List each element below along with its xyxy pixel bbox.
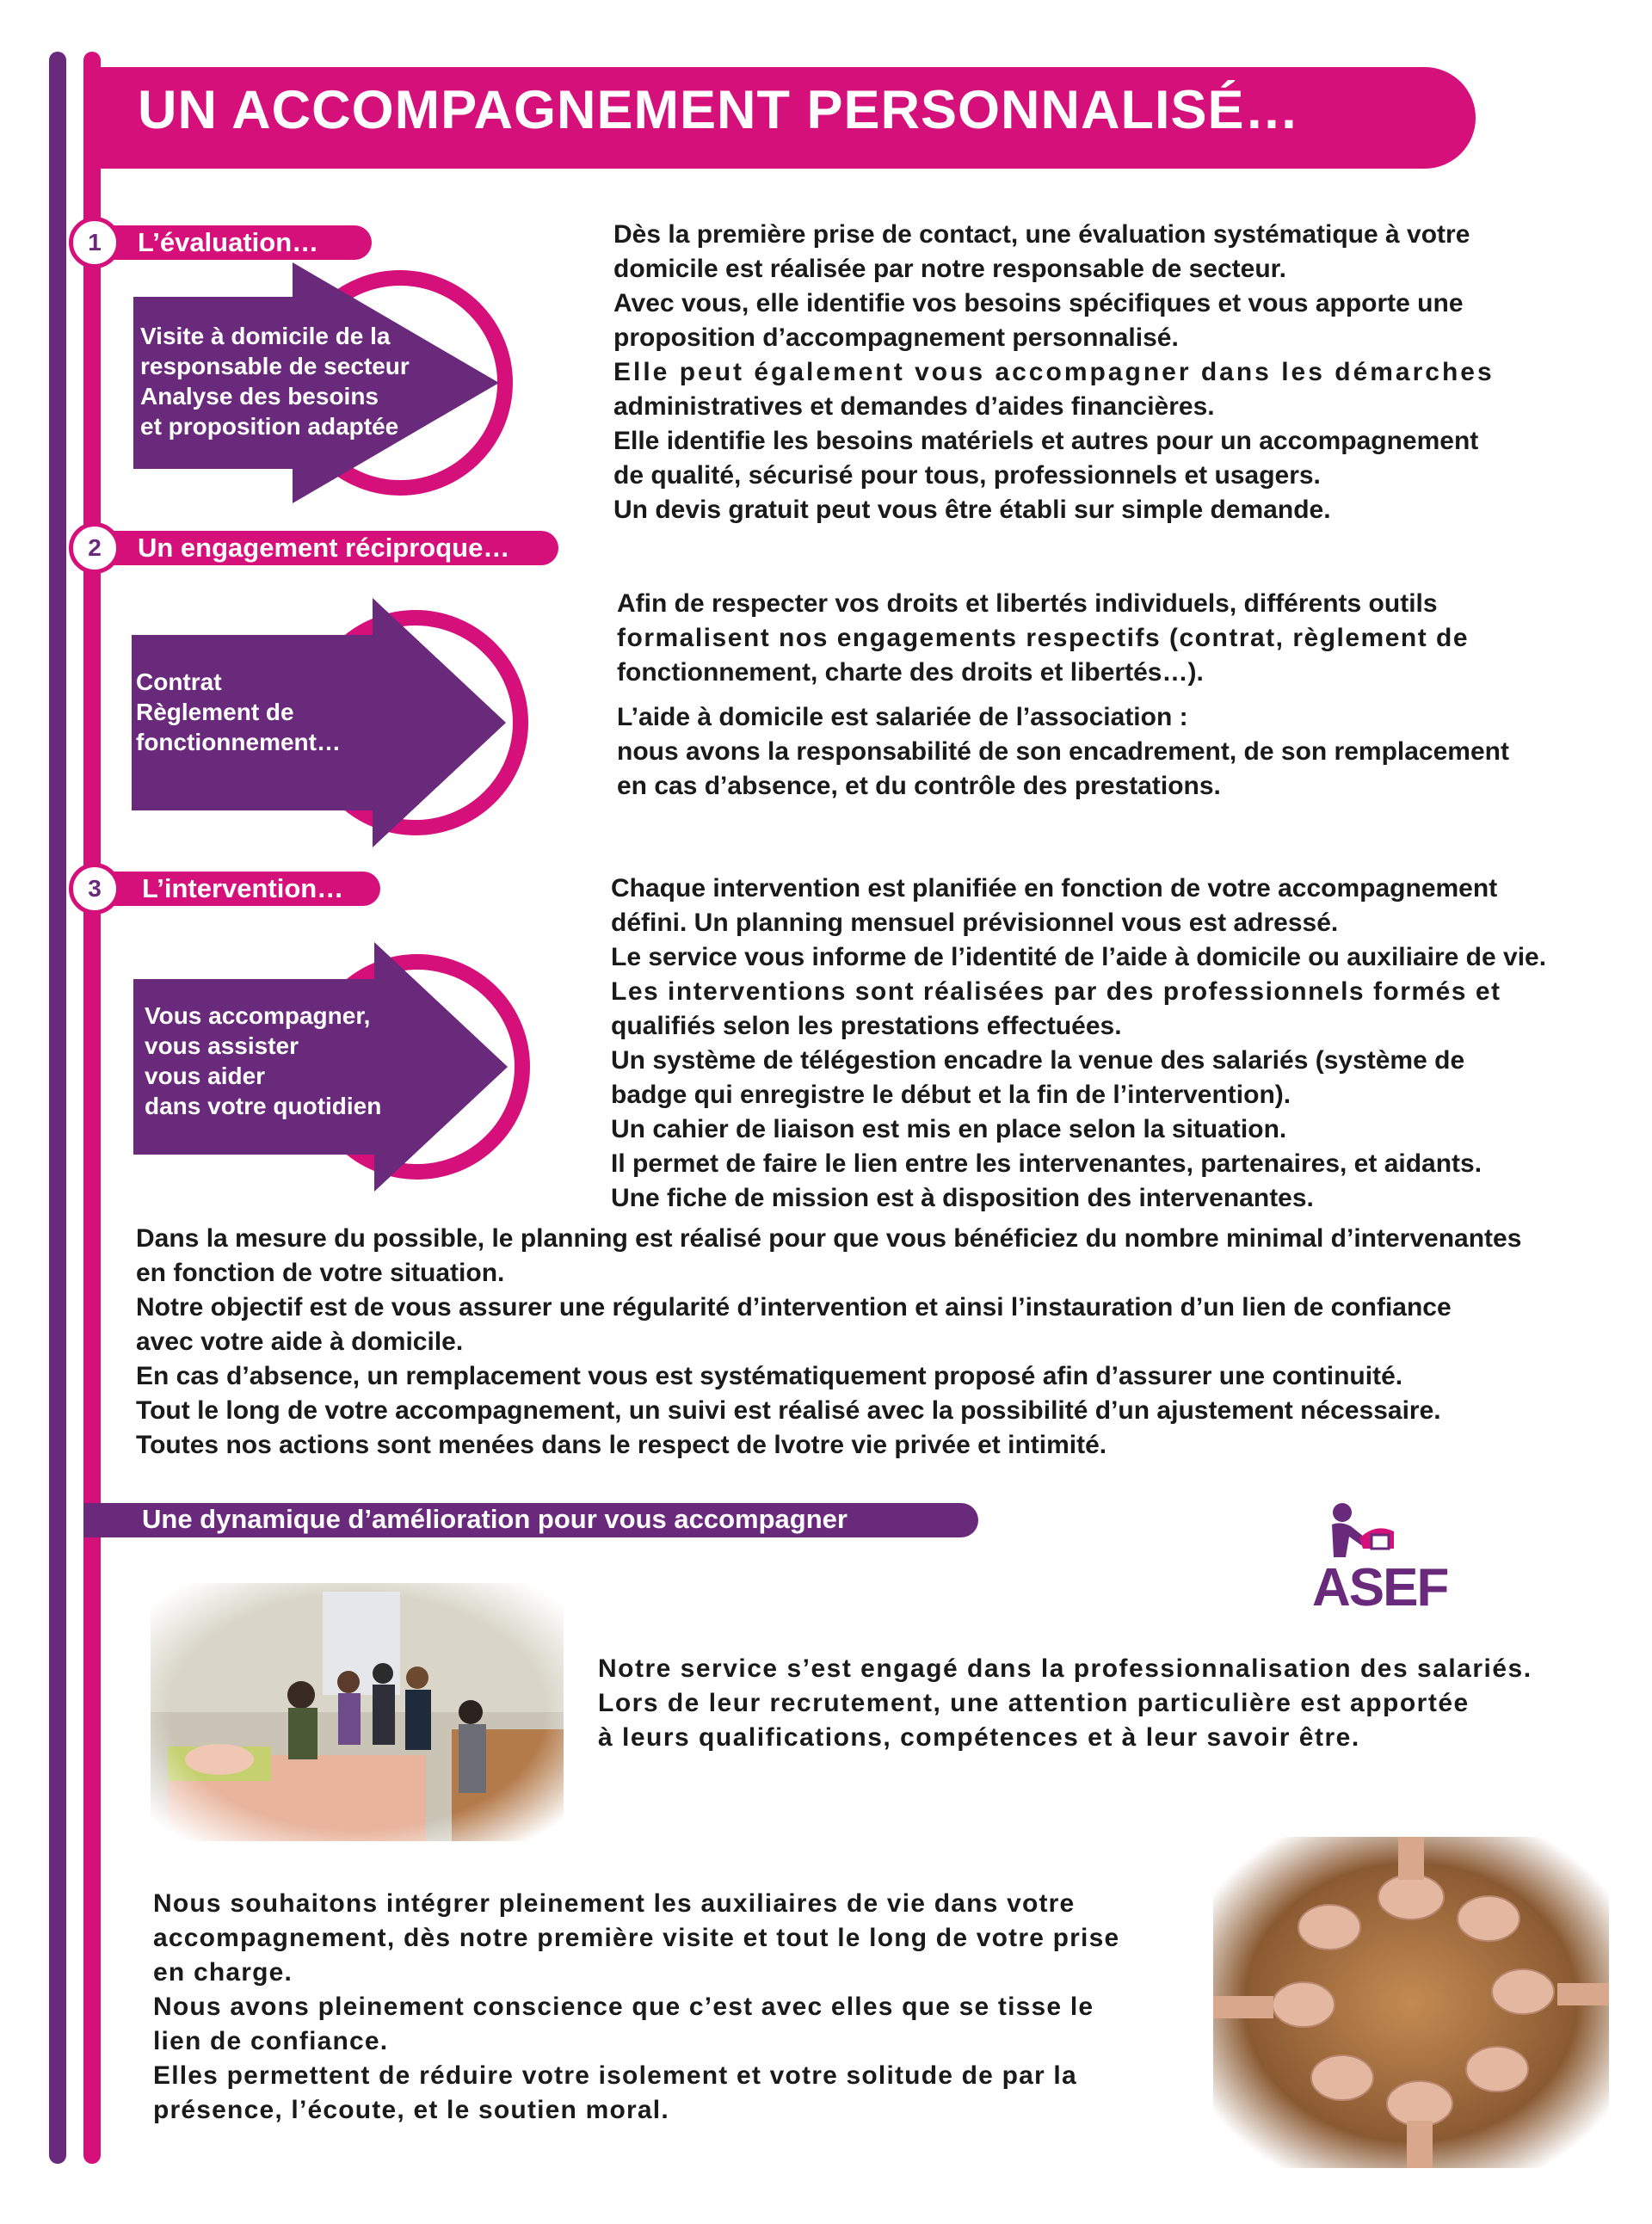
text-line: domicile est réalisée par notre responsable de secteur.	[613, 255, 1287, 283]
text-line: Dans la mesure du possible, le planning est réalisé pour que vous bénéficiez du nombre minimal d’intervenantes	[136, 1224, 1522, 1253]
step-3-number: 3	[69, 863, 120, 915]
text-line: Tout le long de votre accompagnement, un suivi est réalisé avec la possibilité d’un ajustement nécessaire.	[136, 1396, 1441, 1425]
step-3-arrow-text	[145, 1001, 381, 1121]
text-line: formalisent nos engagements respectifs (contrat, règlement de	[617, 624, 1470, 652]
text-line: fonctionnement, charte des droits et libertés…).	[617, 658, 1204, 687]
text-line: Elle identifie les besoins matériels et autres pour un accompagnement	[613, 427, 1479, 455]
text-line: lien de confiance.	[153, 2027, 389, 2055]
text-line: nous avons la responsabilité de son encadrement, de son remplacement	[617, 737, 1509, 766]
step-1-arrow-line: Visite à domicile de la	[140, 323, 391, 349]
summary-paragraph	[136, 1222, 1521, 1463]
text-line: Toutes nos actions sont menées dans le respect de lvotre vie privée et intimité.	[136, 1431, 1107, 1459]
text-line: Une fiche de mission est à disposition des intervenantes.	[611, 1184, 1314, 1212]
step-3-arrow-line: vous assister	[145, 1032, 299, 1059]
text-line: Notre objectif est de vous assurer une régularité d’intervention et ainsi l’instauration d’un lien de confiance	[136, 1293, 1452, 1321]
step-2-title: Un engagement réciproque…	[138, 533, 510, 563]
text-line: Dès la première prise de contact, une évaluation systématique à votre	[613, 220, 1470, 249]
step-1-arrow-text	[140, 321, 410, 441]
text-line: en fonction de votre situation.	[136, 1259, 505, 1287]
step-2-arrow-line: Contrat	[136, 668, 222, 695]
text-line: administratives et demandes d’aides financières.	[613, 392, 1215, 421]
step-2-arrow-line: fonctionnement…	[136, 729, 341, 755]
step-1-title: L’évaluation…	[138, 227, 319, 257]
step-2-arrow-text	[136, 667, 341, 757]
text-line: en charge.	[153, 1958, 293, 1987]
text-line: L’aide à domicile est salariée de l’association :	[617, 703, 1188, 731]
text-line: Le service vous informe de l’identité de l’aide à domicile ou auxiliaire de vie.	[611, 943, 1547, 971]
step-2-number: 2	[69, 522, 120, 574]
text-line: En cas d’absence, un remplacement vous est systématiquement proposé afin d’assurer une continuité.	[136, 1362, 1403, 1390]
text-line: présence, l’écoute, et le soutien moral.	[153, 2096, 669, 2124]
text-line: à leurs qualifications, compétences et à leur savoir être.	[598, 1723, 1360, 1752]
page-title: UN ACCOMPAGNEMENT PERSONNALISÉ…	[138, 80, 1300, 140]
text-line: Lors de leur recrutement, une attention particulière est apportée	[598, 1689, 1470, 1717]
text-line: Les interventions sont réalisées par des professionnels formés et	[611, 977, 1501, 1006]
step-3-arrow-line: dans votre quotidien	[145, 1093, 382, 1119]
step-1-paragraph	[613, 218, 1495, 527]
step-2-arrow-line: Règlement de	[136, 699, 294, 725]
step-1-arrow-line: et proposition adaptée	[140, 413, 399, 440]
text-line: qualifiés selon les prestations effectuées.	[611, 1012, 1122, 1040]
text-line: en cas d’absence, et du contrôle des prestations.	[617, 772, 1221, 800]
text-line: Chaque intervention est planifiée en fonction de votre accompagnement	[611, 874, 1498, 903]
left-purple-bar	[49, 52, 66, 2164]
text-line: défini. Un planning mensuel prévisionnel vous est adressé.	[611, 909, 1339, 937]
text-line: Un devis gratuit peut vous être établi sur simple demande.	[613, 496, 1331, 524]
hands-photo	[1213, 1837, 1609, 2168]
text-line: Elle peut également vous accompagner dans les démarches	[613, 358, 1495, 386]
text-line: Nous souhaitons intégrer pleinement les auxiliaires de vie dans votre	[153, 1889, 1076, 1918]
step-1-arrow-line: Analyse des besoins	[140, 383, 379, 410]
step-3-title: L’intervention…	[142, 873, 344, 903]
text-line: avec votre aide à domicile.	[136, 1328, 464, 1356]
training-photo	[151, 1583, 564, 1841]
text-line: Un système de télégestion encadre la venue des salariés (système de	[611, 1046, 1465, 1075]
step-3-paragraph	[611, 872, 1546, 1216]
professionalisation-paragraph	[598, 1652, 1532, 1755]
step-3-arrow-line: vous aider	[145, 1063, 266, 1089]
text-line: Notre service s’est engagé dans la professionnalisation des salariés.	[598, 1654, 1532, 1683]
text-line: Elles permettent de réduire votre isolement et votre solitude de par la	[153, 2061, 1077, 2090]
step-3-arrow-line: Vous accompagner,	[145, 1002, 371, 1029]
text-line: badge qui enregistre le début et la fin de l’intervention).	[611, 1081, 1291, 1109]
asef-logo-text: ASEF	[1312, 1558, 1448, 1617]
text-line: Avec vous, elle identifie vos besoins spécifiques et vous apporte une	[613, 289, 1464, 317]
text-line: Nous avons pleinement conscience que c’est avec elles que se tisse le	[153, 1993, 1094, 2021]
auxiliaires-paragraph	[153, 1887, 1119, 2128]
section-title: Une dynamique d’amélioration pour vous accompagner	[142, 1504, 848, 1534]
text-line: accompagnement, dès notre première visite et tout le long de votre prise	[153, 1924, 1120, 1952]
text-line: de qualité, sécurisé pour tous, professionnels et usagers.	[613, 461, 1321, 490]
text-line: proposition d’accompagnement personnalisé.	[613, 323, 1179, 352]
text-line: Il permet de faire le lien entre les intervenantes, partenaires, et aidants.	[611, 1149, 1482, 1178]
left-pink-bar	[83, 52, 101, 2164]
text-line: Un cahier de liaison est mis en place selon la situation.	[611, 1115, 1287, 1143]
text-line: Afin de respecter vos droits et libertés individuels, différents outils	[617, 589, 1438, 618]
step-1-number: 1	[69, 217, 120, 268]
step-2-paragraph	[617, 587, 1509, 804]
step-1-arrow-line: responsable de secteur	[140, 353, 410, 379]
